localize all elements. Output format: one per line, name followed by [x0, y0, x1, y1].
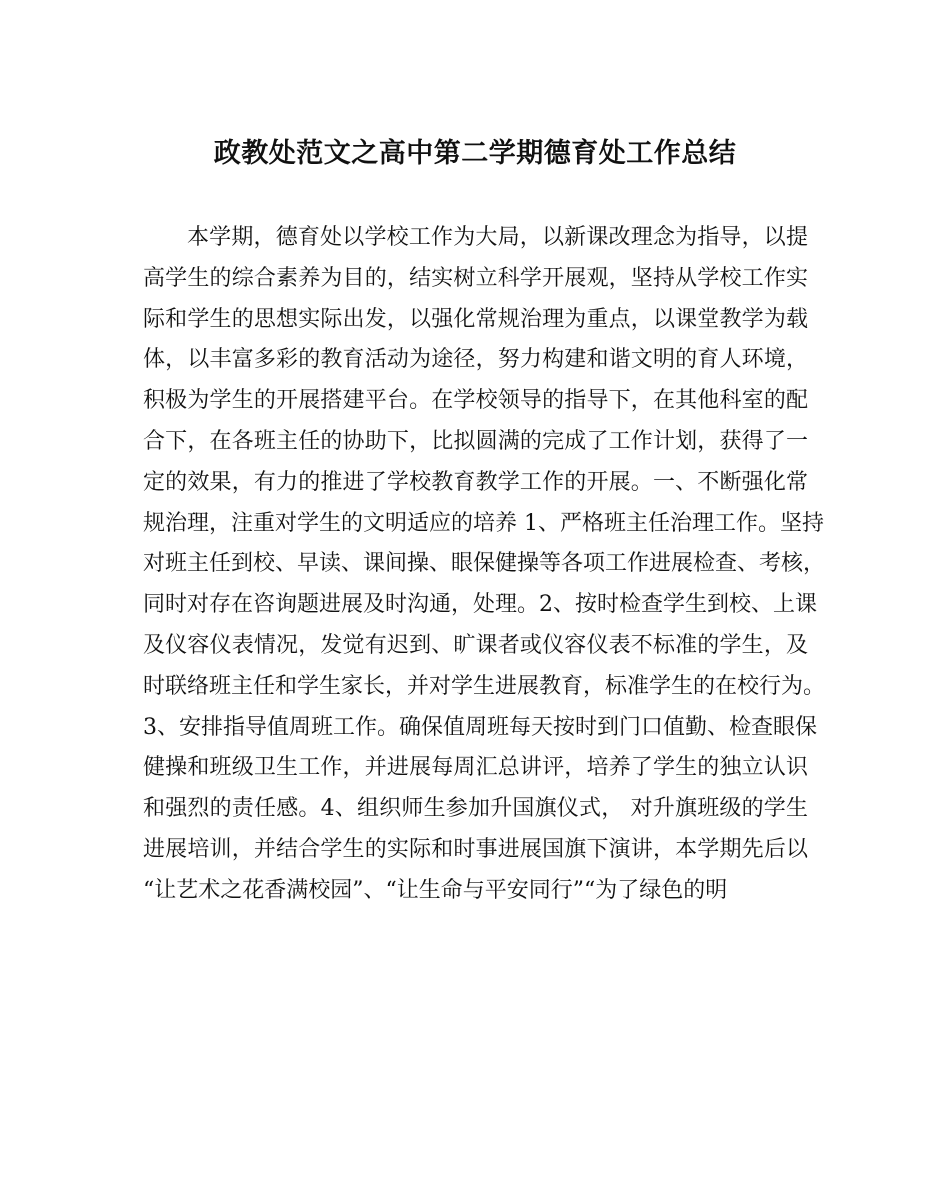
document-title: 政教处范文之高中第二学期德育处工作总结 — [213, 138, 737, 169]
body-line: 体，以丰富多彩的教育活动为途径，努力构建和谐文明的育人环境， — [143, 347, 808, 373]
body-line: 时联络班主任和学生家长，并对学生进展教育，标准学生的在校行为。 — [143, 673, 826, 699]
body-line: 高学生的综合素养为目的，结实树立科学开展观，坚持从学校工作实 — [143, 265, 808, 291]
body-line: 际和学生的思想实际出发，以强化常规治理为重点，以课堂教学为载 — [143, 306, 808, 332]
body-line: 定的效果，有力的推进了学校教育教学工作的开展。一、不断强化常 — [143, 469, 808, 495]
body-line: 3、安排指导值周班工作。确保值周班每天按时到门口值勤、检查眼保 — [143, 714, 817, 740]
body-line: 本学期，德育处以学校工作为大局，以新课改理念为指导，以提 — [187, 225, 808, 250]
body-line: 规治理，注重对学生的文明适应的培养 1、严格班主任治理工作。坚持 — [143, 510, 824, 536]
body-line: 健操和班级卫生工作，并进展每周汇总讲评，培养了学生的独立认识 — [143, 755, 808, 781]
body-line: 及仪容仪表情况，发觉有迟到、旷课者或仪容仪表不标准的学生，及 — [143, 632, 808, 658]
document-body — [143, 218, 826, 912]
body-line: 进展培训，并结合学生的实际和时事进展国旗下演讲，本学期先后以 — [143, 836, 808, 862]
body-line: 积极为学生的开展搭建平台。在学校领导的指导下，在其他科室的配 — [143, 388, 808, 414]
body-line: 对班主任到校、早读、课间操、眼保健操等各项工作进展检查、考核， — [143, 551, 826, 577]
body-line: 合下，在各班主任的协助下，比拟圆满的完成了工作计划，获得了一 — [143, 428, 808, 454]
body-line: 同时对存在咨询题进展及时沟通，处理。2、按时检查学生到校、上课 — [143, 592, 817, 618]
body-line: 和强烈的责任感。4、组织师生参加升国旗仪式， 对升旗班级的学生 — [143, 796, 808, 822]
body-line: “让艺术之花香满校园”、“让生命与平安同行”“为了绿色的明 — [143, 877, 728, 903]
